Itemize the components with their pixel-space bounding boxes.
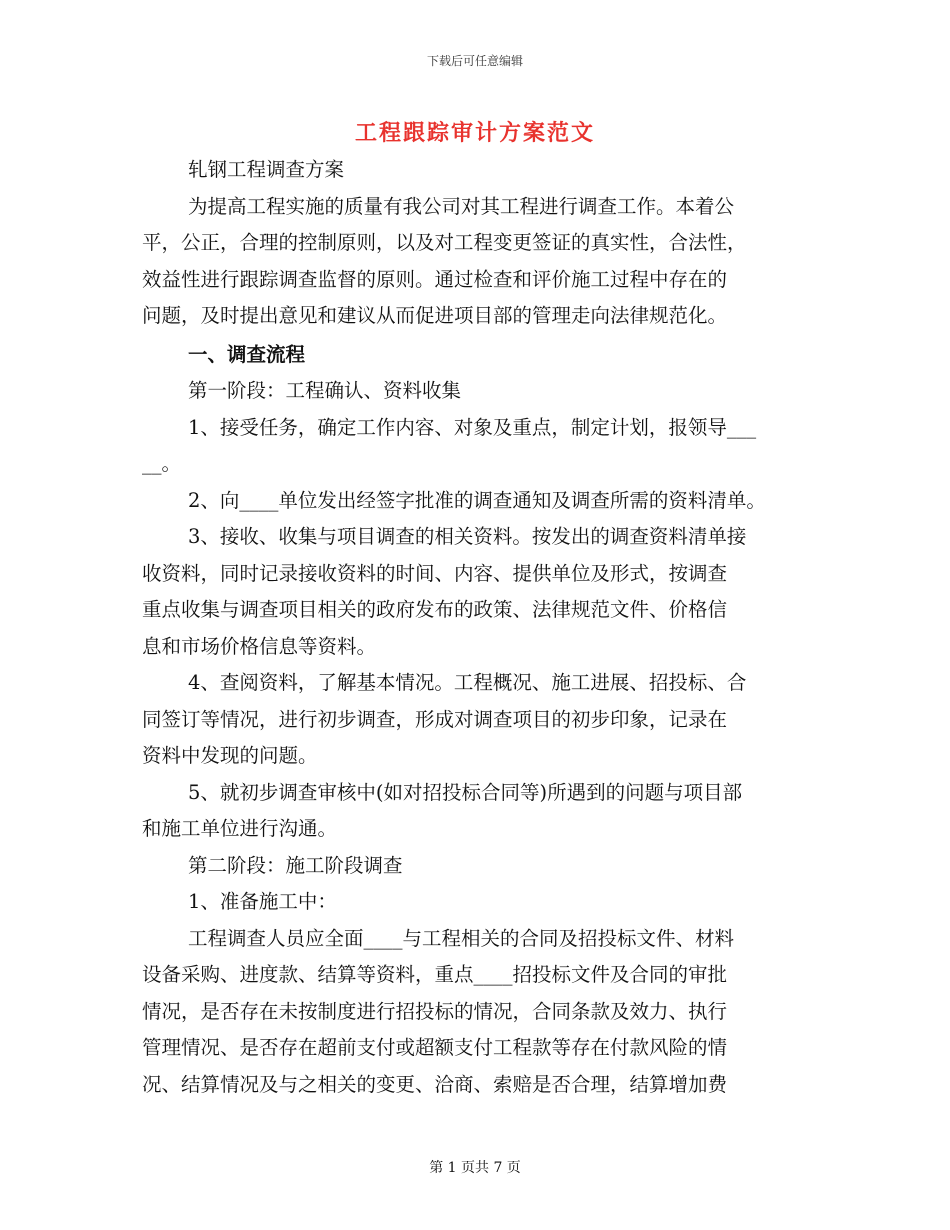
body-line: 问题，及时提出意见和建议从而促进项目部的管理走向法律规范化。: [142, 304, 728, 327]
body-line: 平，公正，合理的控制原则，以及对工程变更签证的真实性，合法性，: [142, 231, 747, 254]
document-body: [142, 152, 808, 1103]
body-line: 2、向____单位发出经签字批准的调查通知及调查所需的资料清单。: [188, 488, 766, 512]
body-line: 情况，是否存在未按制度进行招投标的情况，合同条款及效力、执行: [142, 999, 728, 1023]
body-line: 为提高工程实施的质量有我公司对其工程进行调查工作。本着公: [188, 194, 735, 218]
body-line: 1、准备施工中：: [188, 890, 337, 913]
body-line: 管理情况、是否存在超前支付或超额支付工程款等存在付款风险的情: [142, 1036, 728, 1059]
page-header-note: 下载后可任意编辑: [426, 54, 523, 68]
body-line: 3、接收、收集与项目调查的相关资料。按发出的调查资料清单接: [188, 525, 747, 548]
body-line: 工程调查人员应全面____与工程相关的合同及招投标文件、材料: [188, 926, 735, 950]
body-line: 重点收集与调查项目相关的政府发布的政策、法律规范文件、价格信: [142, 598, 728, 621]
body-line: 轧钢工程调查方案: [188, 158, 345, 181]
body-line: 第二阶段：施工阶段调查: [188, 853, 403, 877]
body-line: 第一阶段：工程确认、资料收集: [188, 379, 462, 402]
body-line: 收资料，同时记录接收资料的时间、内容、提供单位及形式，按调查: [142, 561, 728, 585]
body-line: 4、查阅资料，了解基本情况。工程概况、施工进展、招投标、合: [188, 671, 747, 694]
body-line: 资料中发现的问题。: [142, 744, 318, 767]
section-heading: 一、调查流程: [188, 342, 306, 366]
body-line: 效益性进行跟踪调查监督的原则。通过检查和评价施工过程中存在的: [142, 267, 728, 291]
document-title: 工程跟踪审计方案范文: [354, 120, 595, 146]
body-line: 5、就初步调查审核中(如对招投标合同等)所遇到的问题与项目部: [188, 780, 743, 804]
page-number-footer: 第 1 页共 7 页: [429, 1160, 521, 1176]
body-line: 况、结算情况及与之相关的变更、洽商、索赔是否合理，结算增加费: [142, 1072, 728, 1096]
body-line: 息和市场价格信息等资料。: [142, 634, 377, 658]
body-line: 和施工单位进行沟通。: [142, 817, 338, 840]
body-line: 1、接受任务，确定工作内容、对象及重点，制定计划，报领导___: [188, 415, 757, 439]
body-line: __。: [142, 452, 182, 475]
body-line: 设备采购、进度款、结算等资料，重点____招投标文件及合同的审批: [142, 963, 728, 986]
body-line: 同签订等情况，进行初步调查，形成对调查项目的初步印象，记录在: [142, 707, 728, 731]
